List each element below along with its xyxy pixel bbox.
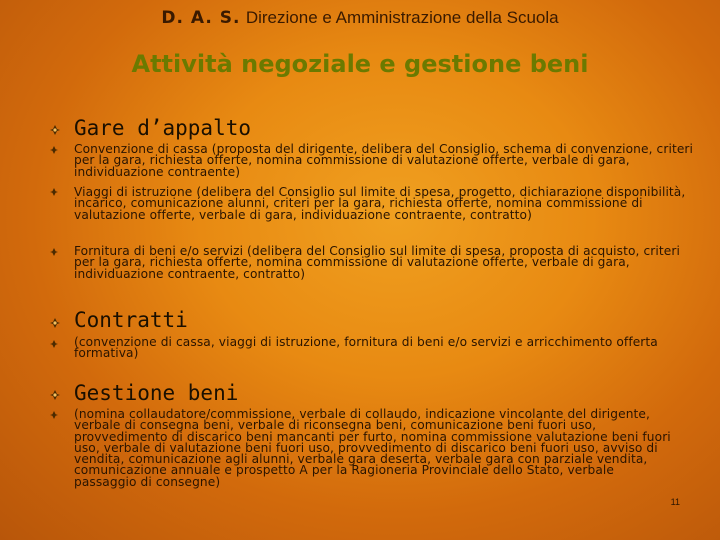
list-item-contratti: (convenzione di cassa, viaggi di istruzione, fornitura di beni e/o servizi e arricchimento offerta formativa) bbox=[74, 335, 658, 361]
diamond-bullet-icon bbox=[50, 188, 60, 198]
slide-title: Attività negoziale e gestione beni bbox=[131, 50, 589, 78]
header-subtitle: Direzione e Amministrazione della Scuola bbox=[245, 8, 559, 27]
list-item-fornitura: Fornitura di beni e/o servizi (delibera del Consiglio sul limite di spesa, proposta di acquisto, criteri per la gara, richiesta offerte, nomina commissione di valutazione offerte, verbale di gara, individuazione contraente, contratto) bbox=[74, 244, 680, 281]
diamond-bullet-icon bbox=[50, 390, 60, 400]
diamond-bullet-icon bbox=[50, 411, 60, 421]
list-item-convenzione: Convenzione di cassa (proposta del dirigente, delibera del Consiglio, schema di convenzione, criteri per la gara, richiesta offerte, nomina commissione di valutazione offerte, verbale di gara, individuazione contraente) bbox=[74, 142, 694, 179]
diamond-bullet-icon bbox=[50, 318, 60, 328]
section-heading-contratti: Contratti bbox=[74, 308, 188, 332]
list-item-gestione: (nomina collaudatore/commissione, verbale di collaudo, indicazione vincolante del dirigente, verbale di consegna beni, verbale di riconsegna beni, comunicazione beni fuori uso, provvedimento di discarico beni mancanti per furto, nomina commissione valutazione beni fuori uso, verbale di valutazione beni fuori uso, provvedimento di discarico beni fuori uso, avviso di vendita, comunicazione agli alunni, verbale gara deserta, verbale gara con parziale vendita, comunicazione annuale e prospetto A per la Ragioneria Provinciale dello Stato, verbale passaggio di consegne) bbox=[74, 407, 671, 489]
header-das: D. A. S. bbox=[161, 8, 241, 28]
list-item-viaggi: Viaggi di istruzione (delibera del Consiglio sul limite di spesa, progetto, dichiarazione disponibilità, incarico, comunicazione alunni, criteri per la gara, richiesta offerte, nomina commissione di valutazione offerte, verbale di gara, individuazione contraente, contratto) bbox=[74, 185, 686, 222]
diamond-bullet-icon bbox=[50, 248, 60, 258]
section-heading-gestione: Gestione beni bbox=[74, 381, 239, 405]
page-number: 11 bbox=[670, 497, 680, 507]
diamond-bullet-icon bbox=[50, 125, 60, 135]
diamond-bullet-icon bbox=[50, 146, 60, 156]
section-heading-gare: Gare d’appalto bbox=[74, 116, 252, 140]
diamond-bullet-icon bbox=[50, 340, 60, 350]
